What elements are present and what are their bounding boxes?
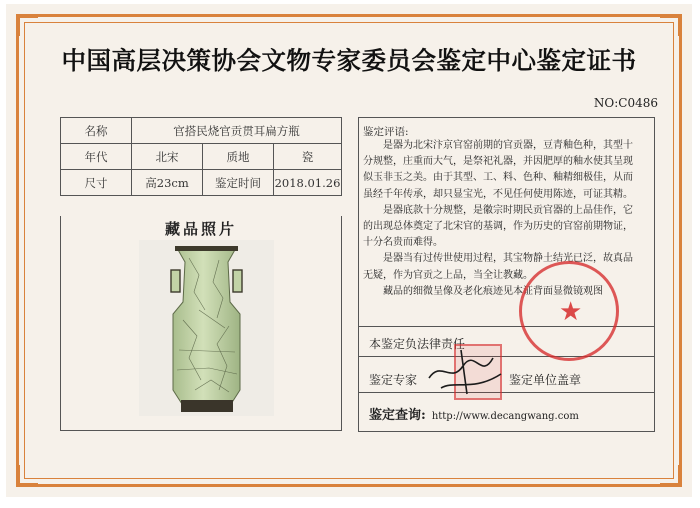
vase-photo <box>139 240 274 416</box>
table-row <box>61 170 342 196</box>
name-value: 官搭民烧官贡贯耳扁方瓶 <box>132 118 342 144</box>
certificate-number: NO:C0486 <box>593 96 658 110</box>
evaluation-paragraph: 是器底款十分规整，是徽宗时期民贡官器的上品佳作，它的出现总体奠定了北宋官的基调，作为历史的官窑前期物证，十分名贵而难得。 <box>363 204 633 249</box>
legal-statement: 本鉴定负法律责任 <box>369 337 466 351</box>
query-url[interactable]: http://www.decangwang.com <box>431 411 579 422</box>
size-value: 高23cm <box>132 170 203 196</box>
table-row <box>61 118 342 144</box>
query-label: 鉴定查询: <box>369 408 426 423</box>
evaluation-paragraph: 是器当有过传世使用过程，其宝物静土结光已泛，故真品无疑，作为官贡之上品，当全让教藏。 <box>363 253 633 281</box>
corner-ornament <box>18 465 38 485</box>
query-row <box>369 404 579 423</box>
material-label: 质地 <box>203 144 274 170</box>
certificate <box>6 4 692 497</box>
certificate-title: 中国高层决策协会文物专家委员会鉴定中心鉴定证书 <box>61 46 637 75</box>
era-label: 年代 <box>61 144 132 170</box>
corner-ornament <box>18 16 38 36</box>
expert-signature <box>421 340 511 400</box>
photo-label: 藏品照片 <box>164 220 237 238</box>
name-label: 名称 <box>61 118 132 144</box>
evaluation-paragraph: 藏品的细微呈像及老化痕迹见本证背面显微镜观图 <box>383 285 603 297</box>
evaluation-label: 鉴定评语: <box>363 126 409 138</box>
corner-ornament <box>660 465 680 485</box>
evaluation-paragraph: 是器为北宋汴京官窑前期的官贡器，豆青釉色种，其型十分规整，庄重而大气，是祭祀礼器，并因肥厚的釉水使其呈现似玉非玉之美。由于其型、工、料、色种、釉精细极佳，从而虽经千年传承，却只显宝光，不见任何使用陈迹，可证其精。 <box>363 140 633 200</box>
size-label: 尺寸 <box>61 170 132 196</box>
seal-star-icon: ★ <box>559 297 583 327</box>
date-label: 鉴定时间 <box>203 170 274 196</box>
corner-ornament <box>660 16 680 36</box>
photo-section <box>60 216 342 431</box>
table-row <box>61 144 342 170</box>
date-value: 2018.01.26 <box>274 170 342 196</box>
material-value: 瓷 <box>274 144 342 170</box>
expert-label: 鉴定专家 <box>369 373 418 387</box>
unit-seal-label: 鉴定单位盖章 <box>509 373 582 387</box>
era-value: 北宋 <box>132 144 203 170</box>
item-info-table <box>60 117 342 196</box>
official-seal <box>519 261 619 361</box>
